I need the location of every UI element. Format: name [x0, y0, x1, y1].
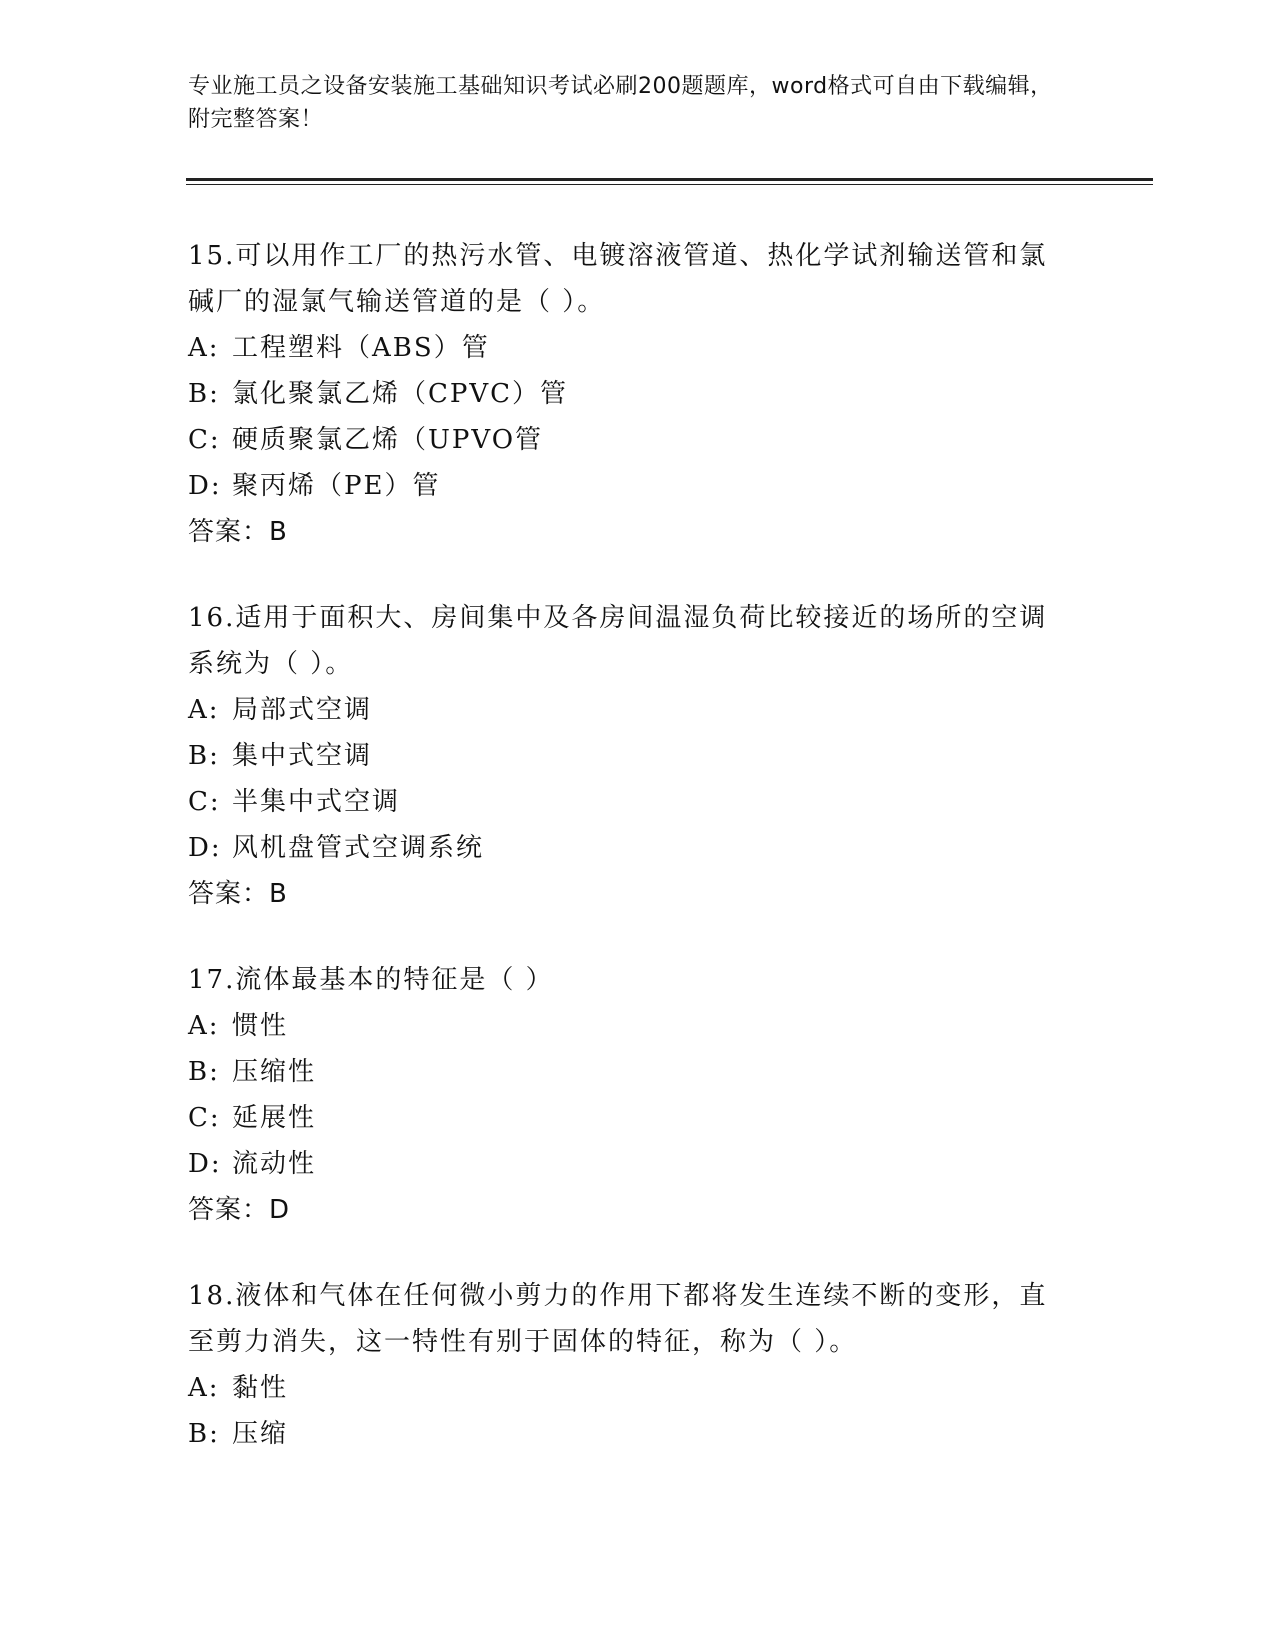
option-a [188, 687, 1088, 733]
option-key: A: [188, 333, 220, 363]
option-text: 集中式空调 [232, 741, 373, 771]
option-d [188, 463, 1088, 509]
option-b [188, 371, 1088, 417]
option-text: 半集中式空调 [232, 787, 401, 817]
option-key: B: [188, 741, 220, 771]
question-stem: 15.可以用作工厂的热污水管、电镀溶液管道、热化学试剂输送管和氯碱厂的湿氯气输送管道的是（ ）。 [188, 241, 1048, 317]
option-a [188, 1003, 1088, 1049]
option-d [188, 825, 1088, 871]
question-18 [188, 1273, 1088, 1457]
option-key: C: [188, 425, 221, 455]
option-key: D: [188, 471, 222, 501]
option-text: 氯化聚氯乙烯（CPVC）管 [232, 379, 569, 409]
option-a [188, 325, 1088, 371]
question-stem: 18.液体和气体在任何微小剪力的作用下都将发生连续不断的变形，直至剪力消失，这一特性有别于固体的特征，称为（ ）。 [188, 1281, 1048, 1357]
question-15 [188, 233, 1088, 555]
option-key: C: [188, 787, 221, 817]
option-b [188, 1411, 1088, 1457]
option-key: C: [188, 1103, 221, 1133]
option-b [188, 733, 1088, 779]
option-key: A: [188, 1011, 220, 1041]
question-17 [188, 957, 1088, 1233]
option-a [188, 1365, 1088, 1411]
answer-line: 答案：B [188, 879, 288, 909]
option-text: 硬质聚氯乙烯（UPVO管 [232, 425, 544, 455]
option-key: A: [188, 1373, 220, 1403]
option-text: 聚丙烯（PE）管 [232, 471, 441, 501]
header-divider-thick [186, 178, 1153, 181]
option-c [188, 779, 1088, 825]
option-key: A: [188, 695, 220, 725]
question-stem: 17.流体最基本的特征是（ ） [188, 965, 554, 995]
option-text: 延展性 [232, 1103, 317, 1133]
question-16 [188, 595, 1088, 917]
question-stem: 16.适用于面积大、房间集中及各房间温湿负荷比较接近的场所的空调系统为（ ）。 [188, 603, 1048, 679]
option-key: B: [188, 1419, 220, 1449]
option-text: 惯性 [232, 1011, 289, 1041]
document-header: 专业施工员之设备安装施工基础知识考试必刷200题题库，word格式可自由下载编辑，附完整答案！ [188, 74, 1053, 132]
option-key: B: [188, 1057, 220, 1087]
option-d [188, 1141, 1088, 1187]
option-c [188, 417, 1088, 463]
option-c [188, 1095, 1088, 1141]
header-divider-thin [186, 184, 1153, 185]
option-key: D: [188, 1149, 222, 1179]
option-text: 工程塑料（ABS）管 [232, 333, 490, 363]
answer-line: 答案：B [188, 517, 288, 547]
option-text: 黏性 [232, 1373, 289, 1403]
option-text: 风机盘管式空调系统 [232, 833, 485, 863]
option-key: B: [188, 379, 220, 409]
option-text: 压缩性 [232, 1057, 317, 1087]
option-key: D: [188, 833, 222, 863]
option-text: 局部式空调 [232, 695, 373, 725]
option-b [188, 1049, 1088, 1095]
option-text: 压缩 [232, 1419, 289, 1449]
question-list [188, 233, 1088, 1497]
answer-line: 答案：D [188, 1195, 291, 1225]
option-text: 流动性 [232, 1149, 317, 1179]
